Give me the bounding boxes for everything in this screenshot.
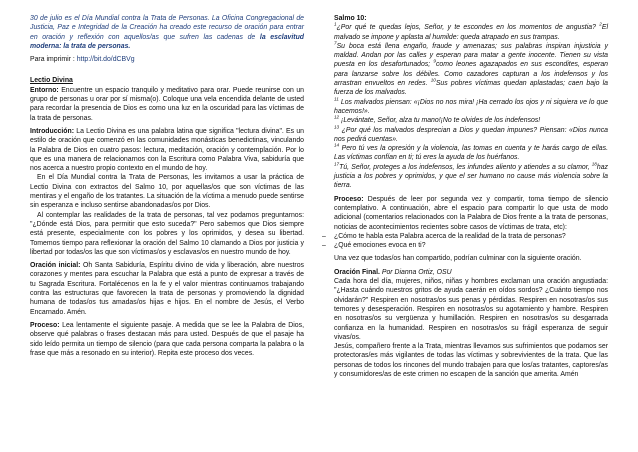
- verse-text: ¿Por qué te quedas lejos, Señor, y te escondes en los momentos de angustia?: [336, 24, 600, 32]
- verse-text: Los malvados piensan: «¡Dios no nos mira! ¡Ha cerrado los ojos y ni siquiera ve lo que hacemos!».: [334, 98, 608, 115]
- print-link[interactable]: http://bit.do/dCBVg: [76, 56, 135, 64]
- verse-number: 18: [591, 161, 597, 167]
- oracion-final-label: Oración Final.: [334, 268, 380, 276]
- entorno-label: Entorno:: [30, 86, 59, 94]
- oracion-inicial-text: Oh Santa Sabiduría, Espíritu divino de vida y liberación, abre nuestros corazones y mentes para escuchar la Palabra que está a punto de expresar a través de tu Sagrada Escritura. Fortalécenos en la fe y el valor mientras continuamos trabajando contra las estructuras que favorecen la trata de personas y promoviendo la dignidad humana de todas/os tus amadas/os hijas e hijos. En el nombre de Jesús, el Verbo Encarnado. Amén.: [30, 262, 304, 316]
- dia-mundial-paragraph: En el Día Mundial contra la Trata de Personas, les invitamos a usar la práctica de Lectio Divina con extractos del Salmo 10, por aquellas/os que son víctimas de las mentiras y el engaño de los tratantes. La situación de la víctima a menudo puede sentirse sin esperanza e incluso sentirse abandonadas/os por Dios.: [30, 174, 304, 210]
- verse-text: ¿Por qué los malvados desprecian a Dios y quedan impunes? Piensan: «Dios nunca nos pedirá cuentas».: [334, 126, 608, 143]
- print-line: [30, 55, 304, 64]
- verse-number: 11: [334, 96, 339, 102]
- lectio-heading-para: [30, 76, 304, 85]
- verse-number: 7: [334, 40, 337, 46]
- lectio-heading: Lectio Divina: [30, 77, 73, 85]
- una-vez-paragraph: Una vez que todas/os han compartido, podrían culminar con la siguiente oración.: [334, 255, 582, 263]
- salmo-heading-para: [334, 14, 608, 23]
- bullet-item: [322, 241, 608, 250]
- left-column: [30, 14, 304, 362]
- bullet-text: ¿Cómo te habla esta Palabra acerca de la realidad de la trata de personas?: [334, 232, 566, 240]
- oracion-final-paragraph: Cada hora del día, mujeres, niños, niñas y hombres exclaman una oración angustiada: "¿Hasta cuándo nuestros gritos de ayuda caerán en oídos sordos? ¿Cuánto tiempo nos olvidarán?" Respiren en nosotras/os sus penas y pérdidas. Respiren en nosotras/os sus temores y desesperación. Respiren en nosotras/os su agotamiento y hambre. Respiren en nosotras/os su vergüenza y humillación. Respiren en nosotras/os su desgarrada confianza en la humanidad. Respiren en nosotras/os su frágil esperanza de seguir vivas/os.: [334, 278, 608, 341]
- verse-number: 1: [334, 22, 337, 27]
- verse-text: Sus pobres víctimas quedan aplastadas; caen bajo la fuerza de los malvados.: [334, 80, 608, 97]
- introduccion-text: La Lectio Divina es una palabra latina que significa "lectura divina". Es un estilo de oración que comenzó en las comunidades monásticas benedictinas, vinculando la Palabra de Dios en cuatro pasos: lectura, meditación, oración y contemplación. Por lo que es una manera de relacionarnos con la Escritura como Palabra Viva, sabiduría que nos acerca a nuestro propio contexto en el mundo de hoy.: [30, 127, 304, 173]
- bullet-text: ¿Qué emociones evoca en ti?: [334, 242, 426, 250]
- entorno-paragraph: [30, 86, 304, 123]
- verse-number: 13: [334, 124, 340, 130]
- proceso2-paragraph: [334, 195, 608, 232]
- oracion-inicial-paragraph: [30, 261, 304, 317]
- verse-number: 14: [334, 142, 340, 148]
- jesus-paragraph: Jesús, compañero frente a la Trata, mientras llevamos sus sufrimientos que podamos ser protectoras/es más vigilantes de todas las víctimas y sobrevivientes de la trata. Que las personas de todos los rincones del mundo trabajen para que los/as tratantes, captores/as y consumidores/as de este crimen no escapen de la sanción que amerita. Amén: [334, 343, 608, 378]
- introduccion-paragraph: [30, 127, 304, 173]
- salmo-passage: [334, 23, 608, 190]
- entorno-text: Encuentre un espacio tranquilo y meditativo para orar. Puede reunirse con un grupo de personas u orar por sí misma(o). Coloque una vela encendida delante de usted para recordar la presencia de Dios es como una luz en la oscuridad para las víctimas de la trata de personas.: [30, 86, 304, 122]
- verse-text: El malvado se impone y aplasta al humilde: queda atrapado en sus trampas.: [334, 24, 608, 41]
- verse-number: 9: [433, 59, 436, 65]
- oracion-final-heading: [334, 268, 608, 277]
- proceso-text: Lea lentamente el siguiente pasaje. A medida que se lee la Palabra de Dios, observe qué palabras o frases destacan más para usted. Después de que el pasaje ha sido leído permita un tiempo de silencio (para que cada persona comparta la palabra o la frase que más a resonado en su interior). Repita este proceso dos veces.: [30, 321, 304, 357]
- proceso2-text: Después de leer por segunda vez y compartir, toma tiempo de silencio contemplativo. A continuación, abre el espacio para compartir lo que usta de modo adicional (comentarios relacionados con la Palabra de Dios frente a la trata de personas, noticias de acontecimientos recientes sobre casos de víctimas de trata, etc):: [334, 195, 608, 231]
- verse-text: ¡Levántate, Señor, alza tu mano!¡No te olvides de los indefensos!: [339, 117, 541, 125]
- verse-text: haz justicia a los pobres y oprimidos, y que el ser humano no cause más violencia sobre la tierra.: [334, 163, 608, 190]
- verse-number: 2: [599, 22, 602, 27]
- bullet-item: [322, 232, 608, 241]
- verse-text: Su boca está llena engaño, fraude y amenazas; sus palabras inspiran injusticia y maldad. Andan por las calles y esperan para matar a gente inocente. Tienen su vista puesta en los desafortunados;: [334, 42, 608, 69]
- verse-number: 10: [430, 77, 436, 83]
- print-label: Para imprimir :: [30, 56, 77, 64]
- salmo-heading: Salmo 10:: [334, 15, 367, 22]
- verse-number: 17: [334, 161, 340, 167]
- proceso-label: Proceso:: [30, 321, 60, 329]
- introduccion-label: Introducción:: [30, 127, 75, 135]
- contemplar-paragraph: Al contemplar las realidades de la trata de personas, tal vez podamos preguntarnos: "¿Dónde está Dios, para permitir que esto suceda?" Pero sabemos que Dios siempre está presente, especialmente con los pobres y los oprimidos, y desea su libertad. Tomemos tiempo para reflexionar la oración del Salmo 10 clamando a Dios por justicia y libertad por todas/os las que son víctimas/os y esclavas/os en nuestro mundo de hoy.: [30, 211, 304, 256]
- verse-number: 12: [334, 114, 340, 120]
- right-column: [322, 14, 608, 383]
- oracion-inicial-label: Oración inicial:: [30, 262, 81, 270]
- intro-text: 30 de julio es el Día Mundial contra la Trata de Personas. La Oficina Congregacional de Justicia, Paz e Integridad de la Creación ha creado este recurso de oración para entrar en oración y reflexión con aquellos/as que sufren las cadenas de: [30, 15, 304, 41]
- bullet-mark: –: [322, 242, 326, 250]
- proceso2-label: Proceso:: [334, 195, 364, 203]
- verse-text: Tú, Señor, proteges a los indefensos, les infundes aliento y atiendes a su clamor,: [339, 163, 592, 171]
- intro-paragraph: [30, 14, 304, 51]
- oracion-final-author: Por Dianna Ortiz, OSU: [379, 268, 452, 276]
- bullet-mark: –: [322, 232, 326, 240]
- proceso-paragraph: [30, 321, 304, 358]
- verse-text: como leones agazapados en sus escondites, esperan para lanzarse sobre los débiles. Como cazadores capturan a los indefensos y los arrastran envueltos en redes.: [334, 61, 608, 88]
- intro-bold-text: la esclavitud moderna: la trata de personas.: [30, 33, 304, 50]
- verse-text: Pero tú ves la opresión y la violencia, las tomas en cuenta y te harás cargo de ellas. Las víctimas confían en ti; tú eres la ayuda de los huérfanos.: [334, 145, 608, 162]
